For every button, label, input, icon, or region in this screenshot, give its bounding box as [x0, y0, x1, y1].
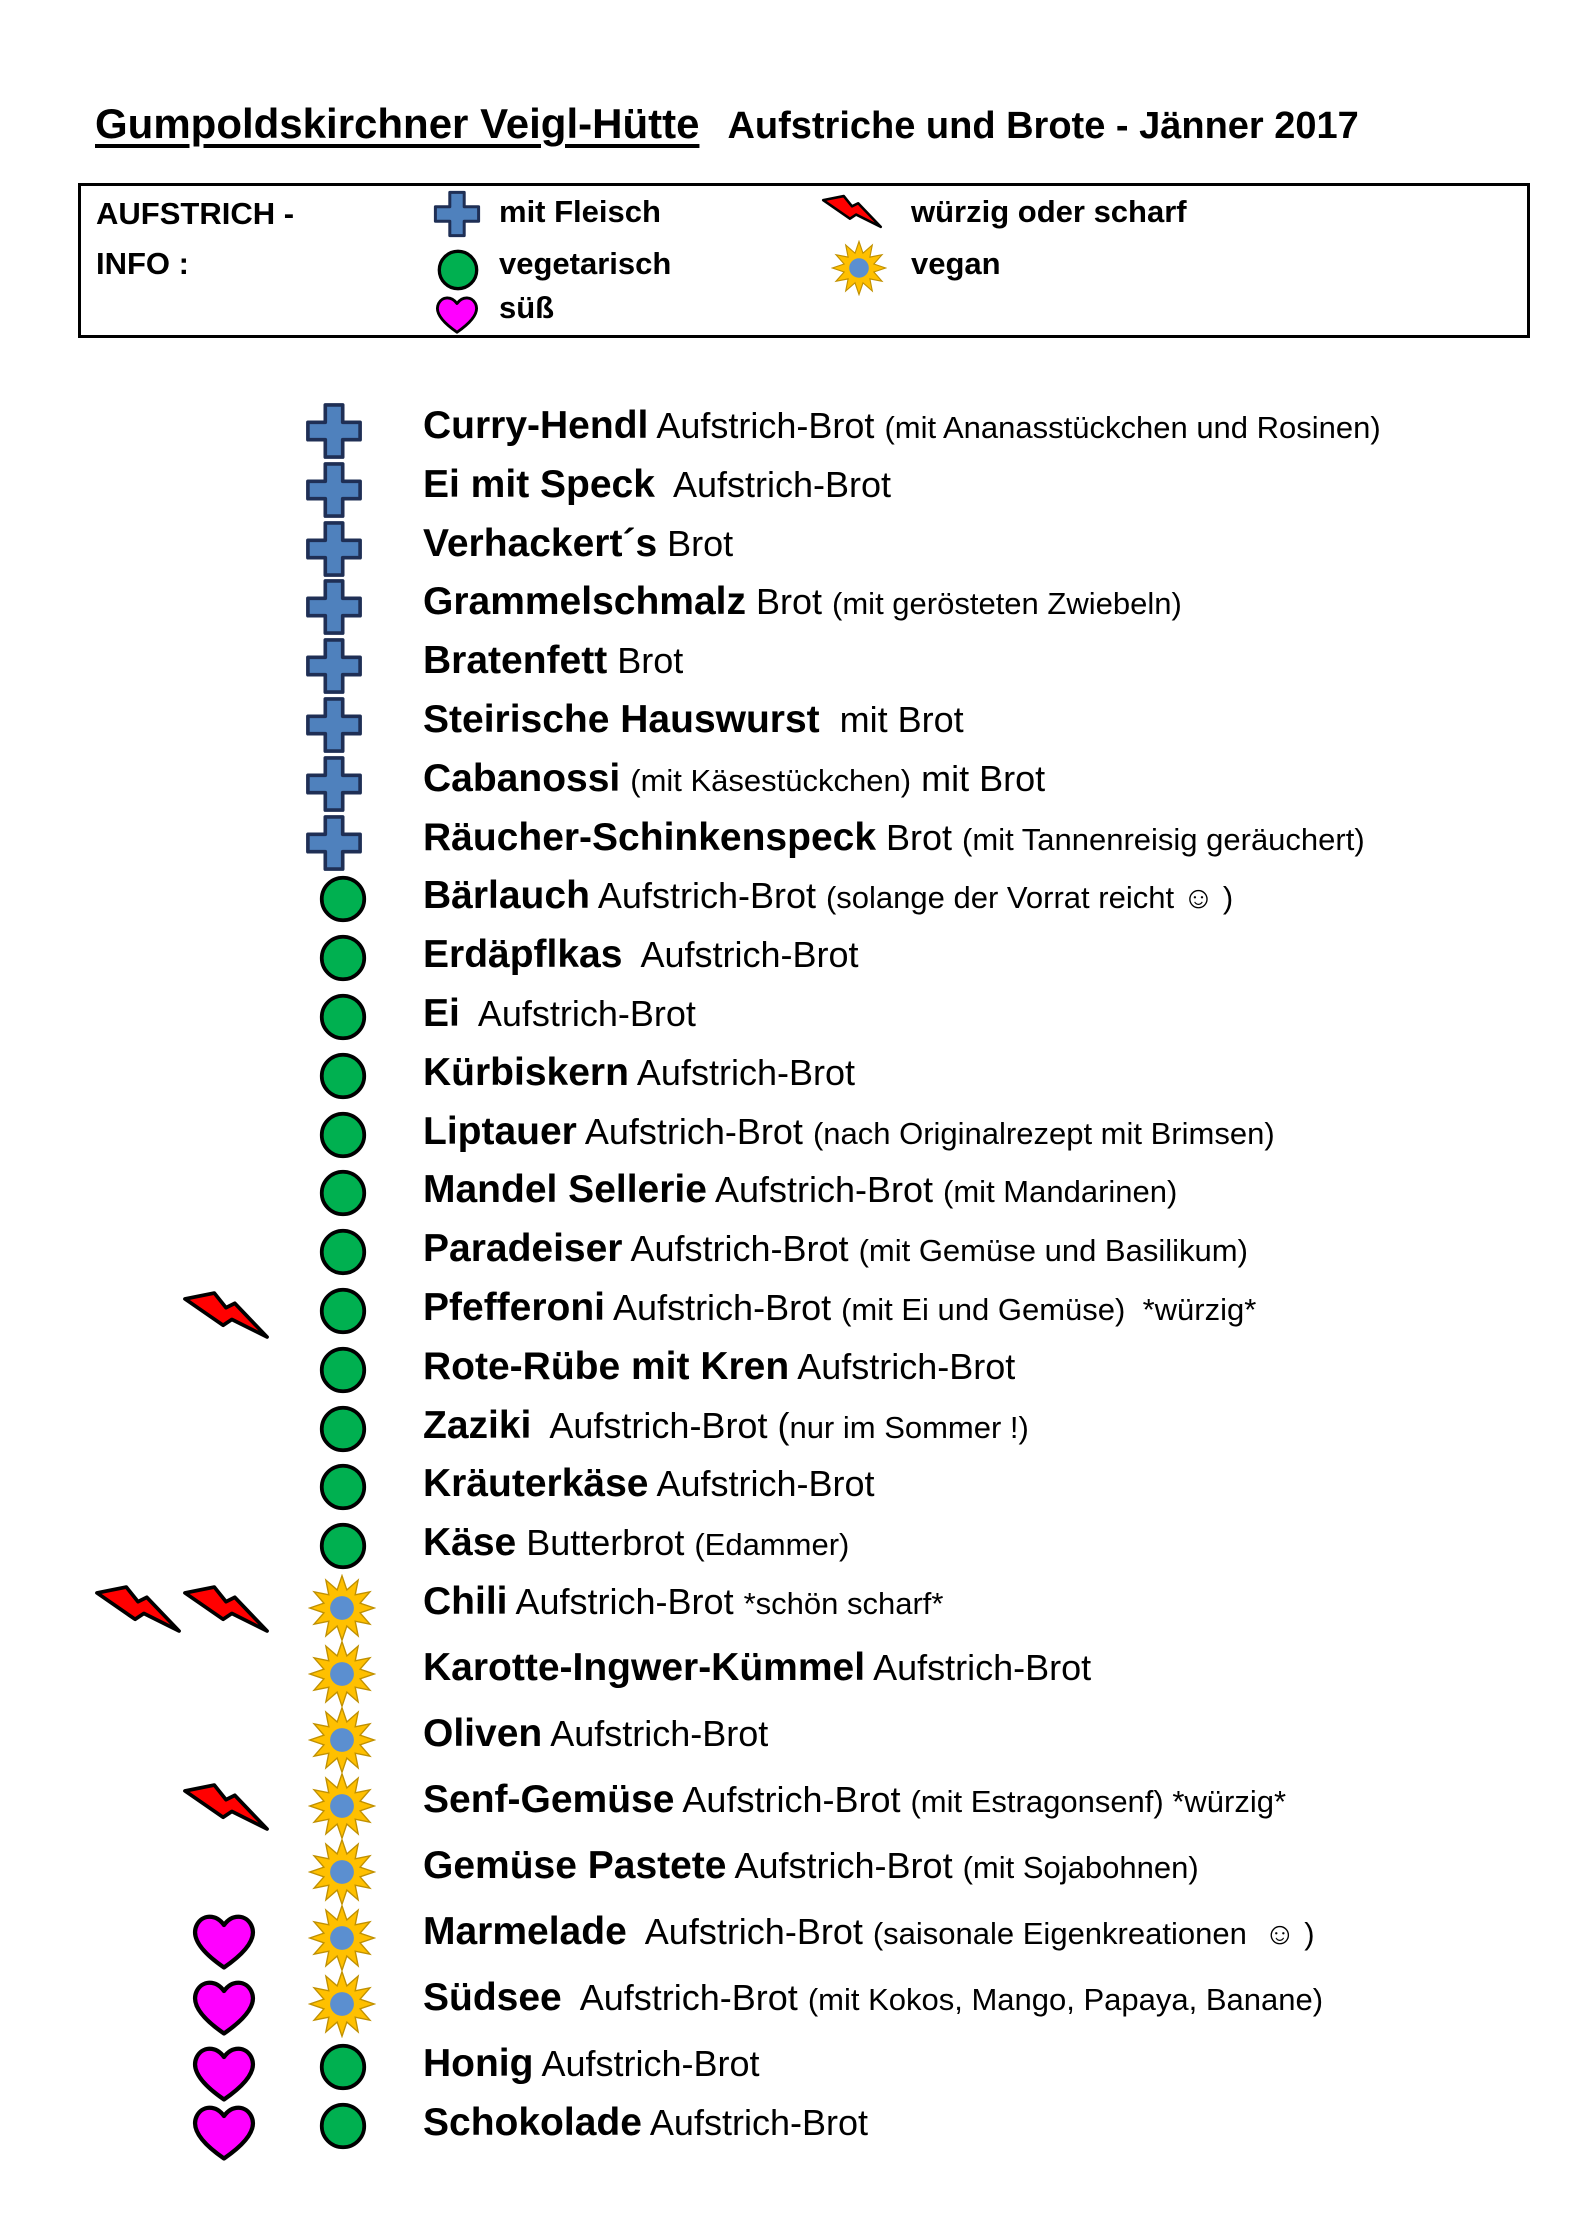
item-note: (solange der Vorrat reicht ☺ )	[825, 880, 1234, 916]
item-name: Oliven	[423, 1712, 543, 1755]
list-item	[0, 1047, 1571, 1103]
legend-label-vegetarian: vegetarisch	[499, 246, 672, 281]
item-text	[423, 2038, 760, 2092]
item-description: Aufstrich-Brot	[726, 1845, 963, 1886]
heart-icon	[190, 1974, 258, 2042]
item-text	[423, 753, 1045, 807]
item-note: (mit Gemüse und Basilikum)	[858, 1233, 1248, 1269]
circle-icon	[318, 1345, 368, 1395]
item-name: Chili	[423, 1580, 508, 1623]
item-description: Aufstrich-Brot	[789, 1345, 1016, 1387]
list-item	[0, 2038, 1571, 2094]
cross-icon	[305, 755, 363, 813]
item-text	[423, 1341, 1015, 1395]
cross-icon	[305, 814, 363, 872]
sun-icon	[308, 1706, 376, 1774]
list-item	[0, 576, 1571, 632]
item-name: Südsee	[423, 1976, 562, 2019]
item-note: (mit gerösteten Zwiebeln)	[832, 586, 1182, 622]
item-text	[423, 518, 733, 572]
item-text	[423, 576, 1182, 630]
item-description: Aufstrich-Brot	[654, 463, 892, 505]
list-item	[0, 1972, 1571, 2028]
item-description: Aufstrich-Brot	[507, 1581, 744, 1622]
list-item	[0, 1282, 1571, 1338]
legend-label-vegan: vegan	[911, 246, 1001, 281]
item-text	[423, 1642, 1091, 1696]
lightning-icon	[182, 1584, 270, 1637]
item-note: nur im Sommer !)	[789, 1409, 1029, 1445]
item-name: Gemüse Pastete	[423, 1844, 727, 1887]
item-text	[423, 1906, 1315, 1960]
circle-icon	[318, 992, 368, 1042]
sun-icon	[308, 1640, 376, 1708]
page-header	[95, 100, 1359, 148]
list-item	[0, 929, 1571, 985]
item-text	[423, 694, 964, 748]
sun-icon	[831, 240, 887, 296]
list-item	[0, 870, 1571, 926]
lightning-icon	[182, 1782, 270, 1835]
cross-icon	[305, 402, 363, 460]
list-item	[0, 1164, 1571, 1220]
item-description: Aufstrich-Brot	[626, 1911, 873, 1952]
item-description: Butterbrot	[516, 1522, 695, 1564]
list-item	[0, 694, 1571, 750]
item-text	[423, 1400, 1029, 1454]
item-name: Grammelschmalz	[423, 580, 746, 624]
legend-label-meat: mit Fleisch	[499, 194, 661, 229]
list-item	[0, 1906, 1571, 1962]
item-note: (mit Käsestückchen)	[630, 762, 912, 798]
item-text	[423, 812, 1365, 866]
heart-icon	[190, 1908, 258, 1976]
list-item	[0, 518, 1571, 574]
list-item	[0, 812, 1571, 868]
circle-icon	[318, 874, 368, 924]
item-description: Aufstrich-Brot	[622, 1228, 859, 1270]
item-note: *schön scharf*	[743, 1586, 944, 1621]
item-description: Aufstrich-Brot	[576, 1110, 813, 1152]
item-name: Verhackert´s	[423, 521, 658, 565]
item-name: Liptauer	[423, 1109, 577, 1153]
list-item	[0, 400, 1571, 456]
list-item	[0, 753, 1571, 809]
circle-icon	[318, 1462, 368, 1512]
item-description: Aufstrich-Brot	[542, 1713, 769, 1754]
circle-icon	[318, 2042, 368, 2092]
list-item	[0, 1517, 1571, 1573]
heart-icon	[190, 2099, 258, 2167]
item-name: Kürbiskern	[423, 1050, 629, 1094]
item-text	[423, 1840, 1199, 1894]
item-note: (mit Mandarinen)	[943, 1174, 1178, 1210]
item-text	[423, 1708, 768, 1762]
item-note: (mit Ananasstückchen und Rosinen)	[884, 410, 1381, 445]
circle-icon	[318, 1227, 368, 1277]
item-note: (mit Sojabohnen)	[962, 1850, 1199, 1885]
item-text	[423, 1576, 943, 1630]
legend-box	[78, 183, 1530, 338]
list-item	[0, 1840, 1571, 1896]
item-name: Erdäpflkas	[423, 933, 623, 977]
lightning-icon	[94, 1584, 182, 1637]
cross-icon	[433, 190, 481, 238]
page-subtitle: Aufstriche und Brote - Jänner 2017	[727, 105, 1359, 147]
item-name: Rote-Rübe mit Kren	[423, 1344, 790, 1388]
heart-icon	[434, 292, 480, 338]
cross-icon	[305, 696, 363, 754]
circle-icon	[318, 2101, 368, 2151]
page-title: Gumpoldskirchner Veigl-Hütte	[95, 100, 700, 147]
item-description: Aufstrich-Brot	[628, 1051, 855, 1093]
item-name: Steirische Hauswurst	[423, 698, 820, 741]
item-description: Aufstrich-Brot	[533, 2043, 760, 2084]
item-name: Honig	[423, 2042, 534, 2085]
sun-icon	[308, 1772, 376, 1840]
item-text	[423, 1282, 1256, 1336]
lightning-icon	[821, 194, 883, 231]
item-text	[423, 1106, 1275, 1160]
item-text	[423, 400, 1381, 454]
item-name: Marmelade	[423, 1910, 627, 1953]
list-item	[0, 1400, 1571, 1456]
item-description: Aufstrich-Brot	[674, 1779, 911, 1820]
list-item	[0, 988, 1571, 1044]
cross-icon	[305, 520, 363, 578]
item-name: Pfefferoni	[423, 1286, 606, 1329]
item-description	[620, 758, 630, 799]
item-text	[423, 1774, 1286, 1828]
item-note: (mit Kokos, Mango, Papaya, Banane)	[807, 1982, 1324, 2017]
item-name: Paradeiser	[423, 1227, 623, 1271]
item-note: (Edammer)	[694, 1527, 850, 1563]
circle-icon	[318, 1051, 368, 1101]
item-note: (saisonale Eigenkreationen ☺ )	[872, 1916, 1315, 1951]
item-text	[423, 2097, 868, 2151]
item-name: Ei	[423, 992, 460, 1035]
list-item	[0, 1106, 1571, 1162]
item-description: Aufstrich-Brot	[641, 2101, 868, 2143]
item-text	[423, 1458, 875, 1512]
list-item	[0, 1774, 1571, 1830]
item-description: Aufstrich-Brot	[865, 1647, 1092, 1688]
cross-icon	[305, 578, 363, 636]
item-name: Ei mit Speck	[423, 462, 655, 506]
item-text	[423, 1223, 1248, 1277]
item-description: Aufstrich-Brot	[648, 405, 885, 446]
circle-icon	[318, 1286, 368, 1336]
item-tail: mit Brot	[911, 757, 1046, 799]
item-text	[423, 988, 696, 1042]
item-note: (mit Ei und Gemüse) *würzig*	[841, 1292, 1257, 1327]
item-name: Mandel Sellerie	[423, 1168, 707, 1212]
item-description: mit Brot	[819, 699, 964, 740]
sun-icon	[308, 1574, 376, 1642]
list-item	[0, 1223, 1571, 1279]
cross-icon	[305, 637, 363, 695]
item-text	[423, 1047, 855, 1101]
list-item	[0, 1341, 1571, 1397]
item-description: Aufstrich-Brot	[561, 1977, 808, 2018]
sun-icon	[308, 1904, 376, 1972]
item-name: Bratenfett	[423, 639, 608, 683]
circle-icon	[318, 933, 368, 983]
item-name: Zaziki	[423, 1403, 532, 1447]
item-description: Brot	[657, 522, 734, 564]
item-description: Aufstrich-Brot	[648, 1463, 875, 1505]
item-name: Kräuterkäse	[423, 1462, 649, 1506]
list-item	[0, 1708, 1571, 1764]
item-text	[423, 1972, 1323, 2026]
item-text	[423, 459, 891, 513]
item-name: Bärlauch	[423, 874, 590, 918]
item-note: (mit Tannenreisig geräuchert)	[962, 821, 1365, 857]
item-text	[423, 929, 859, 983]
item-name: Schokolade	[423, 2100, 642, 2144]
item-note: (nach Originalrezept mit Brimsen)	[812, 1115, 1275, 1151]
item-name: Curry-Hendl	[423, 404, 649, 447]
list-item	[0, 2097, 1571, 2153]
circle-icon	[318, 1521, 368, 1571]
item-text	[423, 870, 1233, 924]
item-description: Aufstrich-Brot	[589, 875, 826, 917]
sun-icon	[308, 1838, 376, 1906]
item-name: Käse	[423, 1521, 517, 1565]
list-item	[0, 635, 1571, 691]
legend-label-spicy: würzig oder scharf	[911, 194, 1187, 229]
legend-label-line1: AUFSTRICH -	[96, 196, 295, 231]
item-description: Aufstrich-Brot	[706, 1169, 944, 1211]
item-description: Aufstrich-Brot (	[531, 1404, 790, 1446]
item-description: Brot	[746, 581, 833, 623]
item-text	[423, 1164, 1177, 1218]
item-name: Cabanossi	[423, 756, 621, 800]
item-text	[423, 635, 683, 689]
item-description: Aufstrich-Brot	[622, 934, 859, 976]
list-item	[0, 1458, 1571, 1514]
legend-label-sweet: süß	[499, 290, 555, 325]
item-description: Aufstrich-Brot	[605, 1287, 842, 1328]
item-description: Aufstrich-Brot	[459, 993, 696, 1034]
lightning-icon	[182, 1290, 270, 1343]
legend-label-line2: INFO :	[96, 246, 189, 281]
list-item	[0, 459, 1571, 515]
cross-icon	[305, 461, 363, 519]
item-note: (mit Estragonsenf) *würzig*	[910, 1784, 1287, 1819]
item-description: Brot	[876, 816, 963, 858]
list-item	[0, 1642, 1571, 1698]
item-name: Karotte-Ingwer-Kümmel	[423, 1646, 866, 1689]
circle-icon	[436, 248, 480, 292]
circle-icon	[318, 1168, 368, 1218]
item-description: Brot	[607, 640, 684, 682]
item-name: Senf-Gemüse	[423, 1778, 675, 1821]
item-text	[423, 1517, 849, 1571]
list-item	[0, 1576, 1571, 1632]
circle-icon	[318, 1110, 368, 1160]
circle-icon	[318, 1404, 368, 1454]
item-name: Räucher-Schinkenspeck	[423, 815, 877, 859]
sun-icon	[308, 1970, 376, 2038]
